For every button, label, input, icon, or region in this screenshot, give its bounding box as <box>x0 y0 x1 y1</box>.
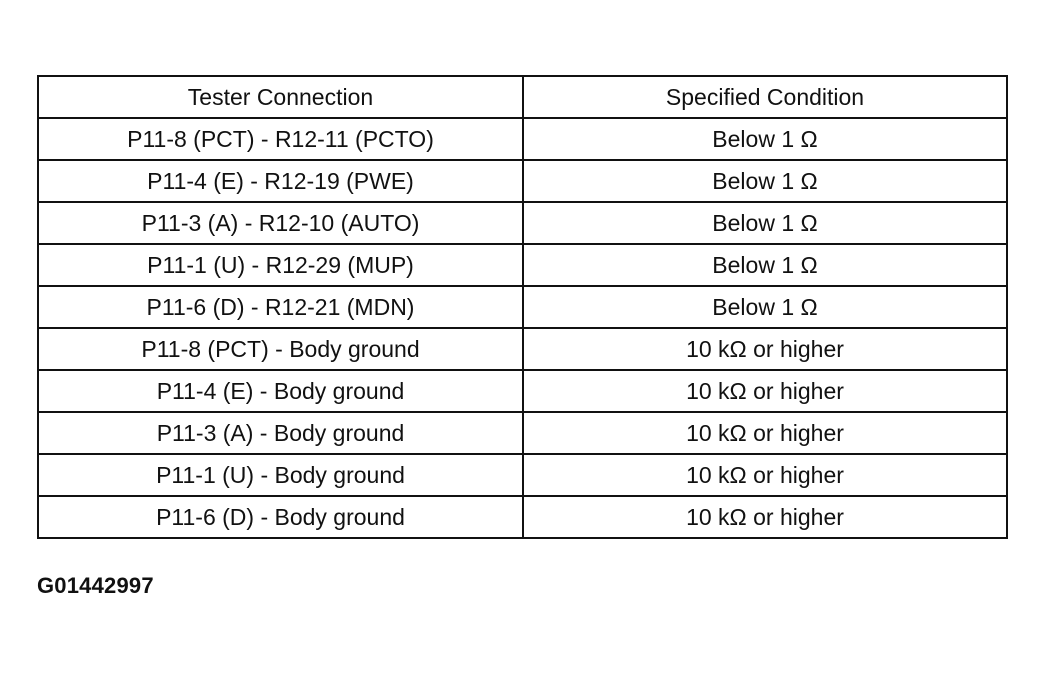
table-row <box>38 160 1007 202</box>
specification-table <box>37 75 1008 539</box>
specified-condition-cell: Below 1 Ω <box>523 160 1007 202</box>
specified-condition-cell: 10 kΩ or higher <box>523 496 1007 538</box>
tester-connection-cell: P11-6 (D) - Body ground <box>38 496 523 538</box>
specified-condition-cell: 10 kΩ or higher <box>523 328 1007 370</box>
tester-connection-cell: P11-1 (U) - Body ground <box>38 454 523 496</box>
specified-condition-cell: 10 kΩ or higher <box>523 454 1007 496</box>
table-header-row <box>38 76 1007 118</box>
tester-connection-cell: P11-3 (A) - R12-10 (AUTO) <box>38 202 523 244</box>
specified-condition-cell: Below 1 Ω <box>523 286 1007 328</box>
table-row <box>38 118 1007 160</box>
table-row <box>38 454 1007 496</box>
table-row <box>38 328 1007 370</box>
header-tester-connection: Tester Connection <box>38 76 523 118</box>
table-row <box>38 244 1007 286</box>
tester-connection-cell: P11-4 (E) - Body ground <box>38 370 523 412</box>
table-row <box>38 286 1007 328</box>
tester-connection-cell: P11-8 (PCT) - R12-11 (PCTO) <box>38 118 523 160</box>
specified-condition-cell: 10 kΩ or higher <box>523 412 1007 454</box>
header-specified-condition: Specified Condition <box>523 76 1007 118</box>
tester-connection-cell: P11-4 (E) - R12-19 (PWE) <box>38 160 523 202</box>
table-row <box>38 412 1007 454</box>
tester-connection-cell: P11-3 (A) - Body ground <box>38 412 523 454</box>
tester-connection-cell: P11-8 (PCT) - Body ground <box>38 328 523 370</box>
table-row <box>38 370 1007 412</box>
table-row <box>38 202 1007 244</box>
specified-condition-cell: 10 kΩ or higher <box>523 370 1007 412</box>
figure-id: G01442997 <box>37 573 154 598</box>
specified-condition-cell: Below 1 Ω <box>523 202 1007 244</box>
tester-connection-cell: P11-1 (U) - R12-29 (MUP) <box>38 244 523 286</box>
tester-connection-cell: P11-6 (D) - R12-21 (MDN) <box>38 286 523 328</box>
table-row <box>38 496 1007 538</box>
specified-condition-cell: Below 1 Ω <box>523 244 1007 286</box>
specified-condition-cell: Below 1 Ω <box>523 118 1007 160</box>
